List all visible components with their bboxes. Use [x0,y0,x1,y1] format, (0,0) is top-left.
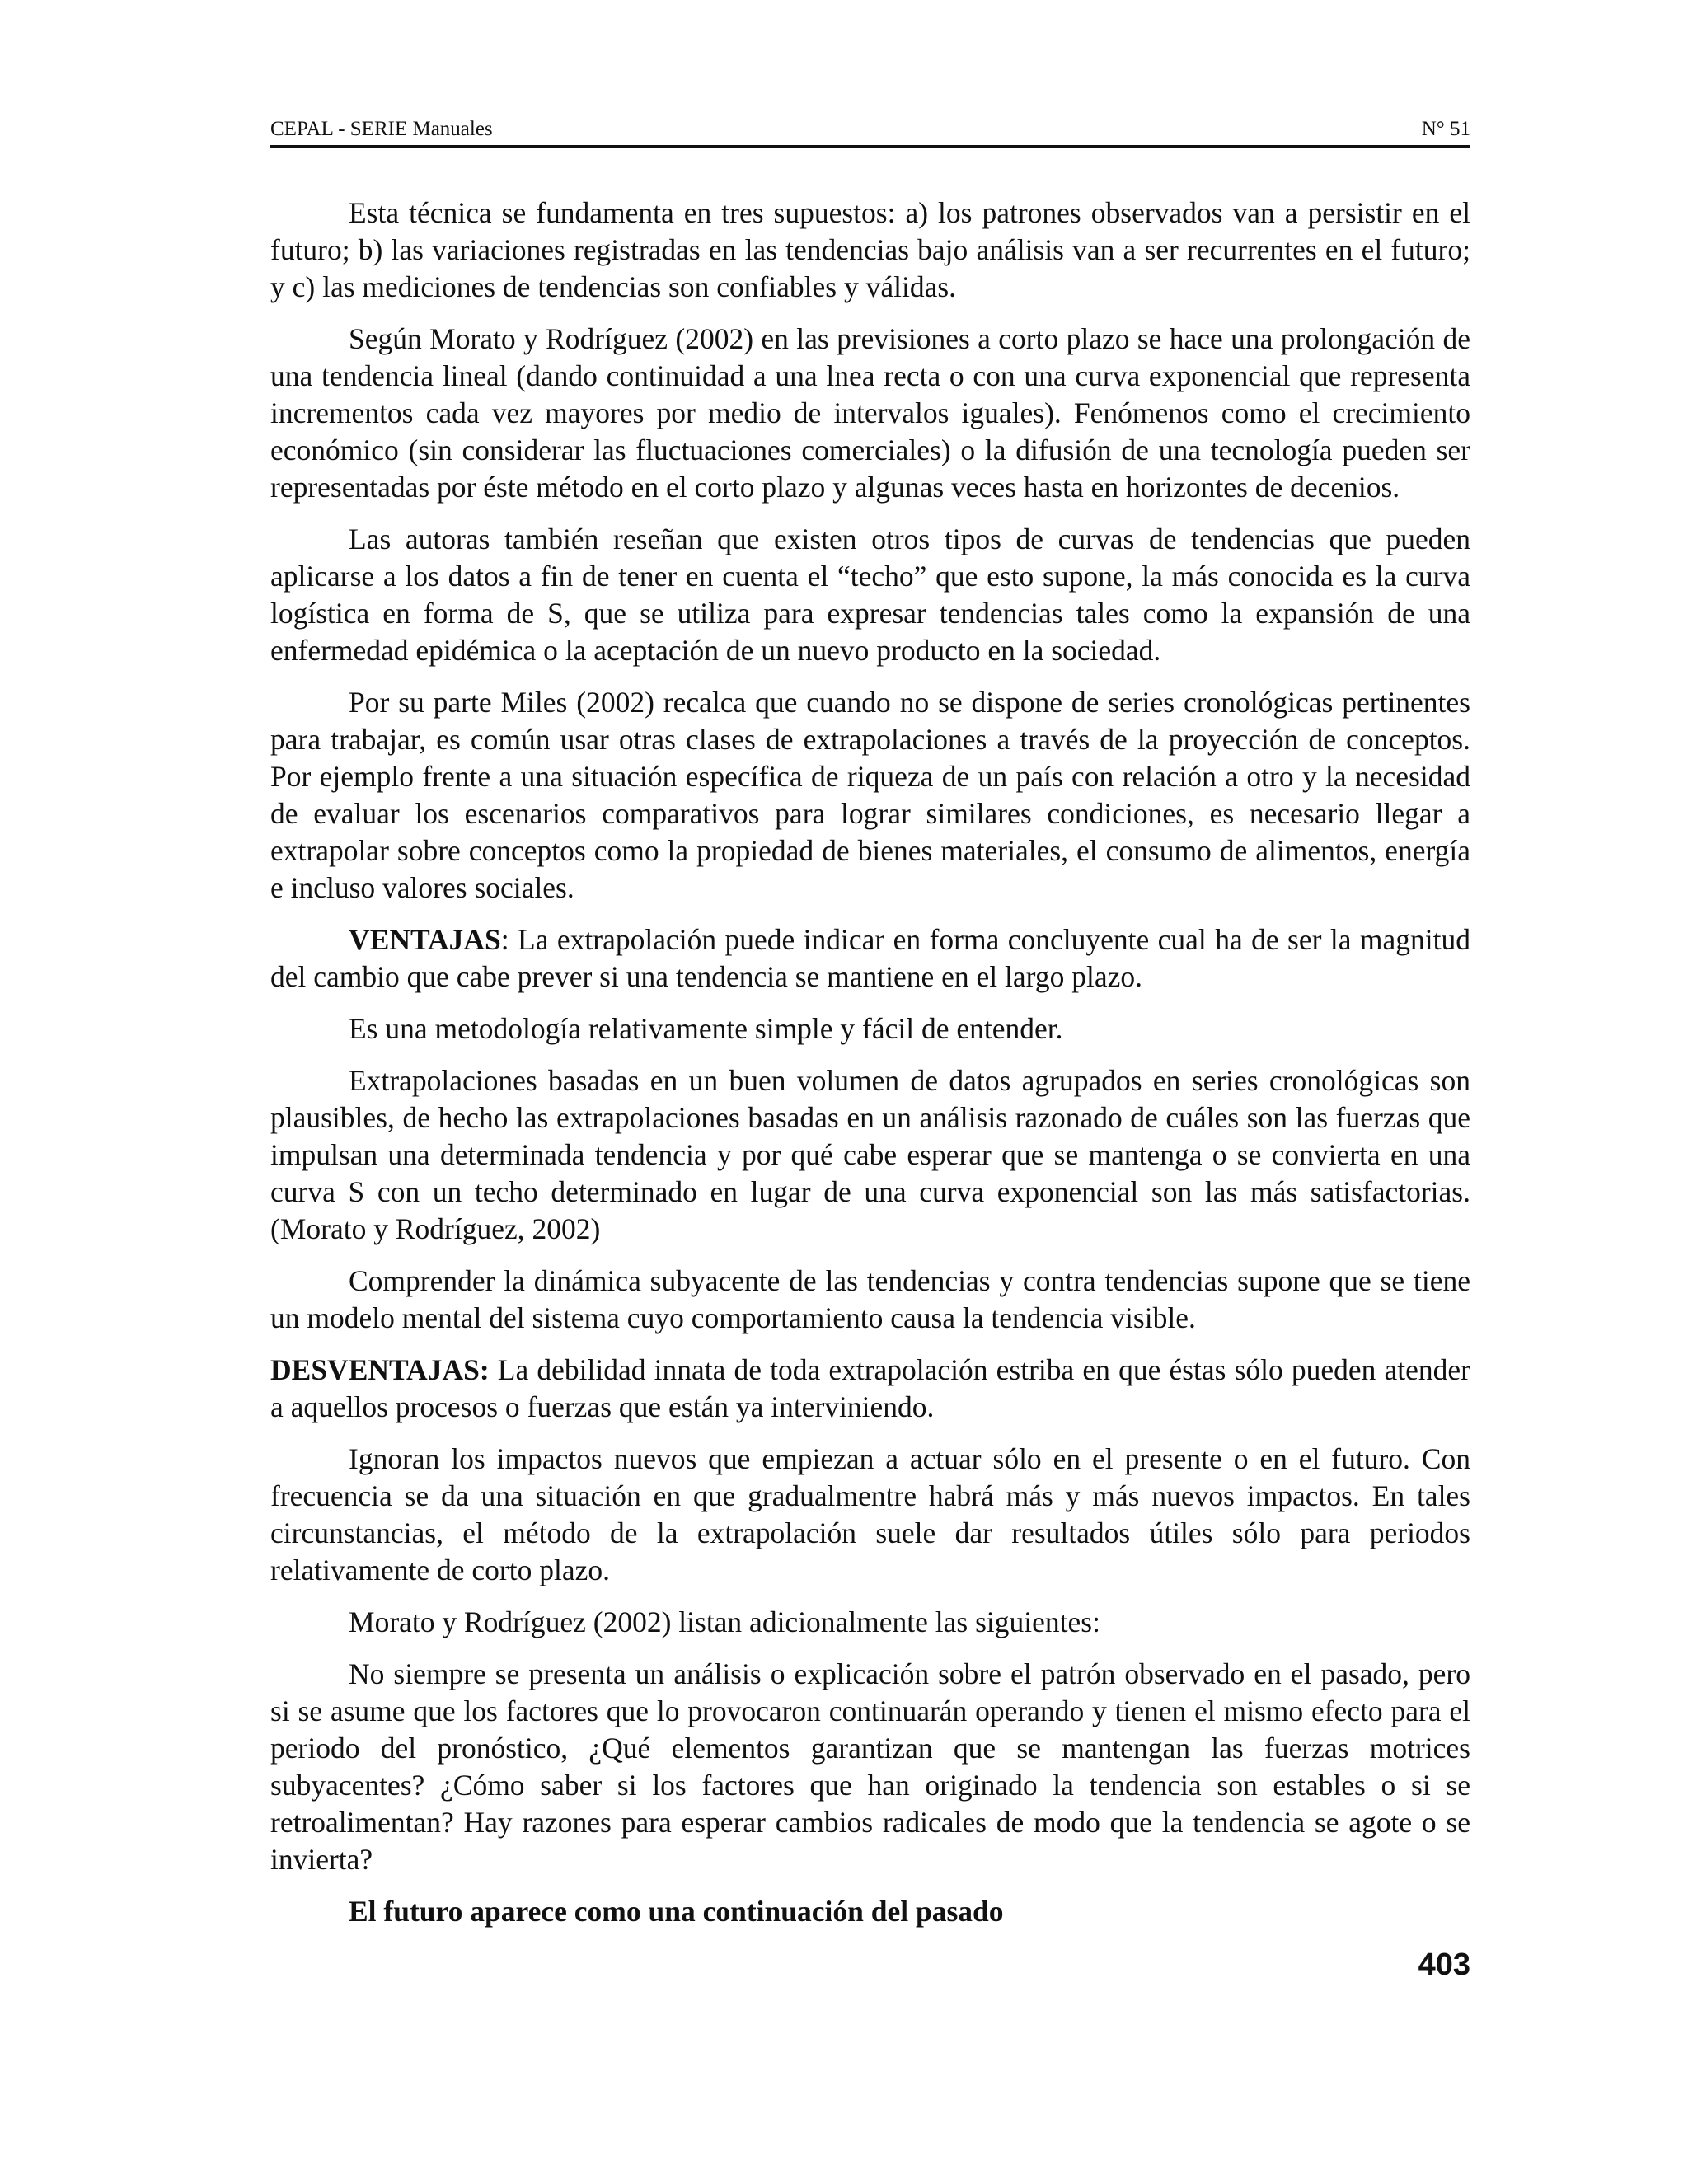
paragraph: Morato y Rodríguez (2002) listan adicionalmente las siguientes: [349,1605,1100,1638]
paragraph: Esta técnica se fundamenta en tres supuestos: a) los patrones observados van a persistir en el futuro; b) las variaciones registradas en las tendencias bajo análisis van a ser recurrentes en el futuro; y c) las mediciones de tendencias son confiables y válidas. [270,196,1470,303]
paragraph: Ignoran los impactos nuevos que empiezan a actuar sólo en el presente o en el futuro. Con frecuencia se da una situación en que gradualmentre habrá más y más nuevos impactos. En tales circunstancias, el método de la extrapolación suele dar resultados útiles sólo para periodos relativamente de corto plazo. [270,1442,1470,1586]
page-number: 403 [1418,1947,1470,1982]
paragraph: Las autoras también reseñan que existen otros tipos de curvas de tendencias que pueden aplicarse a los datos a fin de tener en cuenta el “techo” que esto supone, la más conocida es la curva logística en forma de S, que se utiliza para expresar tendencias tales como la expansión de una enfermedad epidémica o la aceptación de un nuevo producto en la sociedad. [270,523,1470,667]
paragraph: Según Morato y Rodríguez (2002) en las previsiones a corto plazo se hace una prolongación de una tendencia lineal (dando continuidad a una lnea recta o con una curva exponencial que representa incrementos cada vez mayores por medio de intervalos iguales). Fenómenos como el crecimiento económico (sin considerar las fluctuaciones comerciales) o la difusión de una tecnología pueden ser representadas por éste método en el corto plazo y algunas veces hasta en horizontes de decenios. [270,322,1470,504]
section-heading: El futuro aparece como una continuación del pasado [349,1895,1004,1928]
series-title: CEPAL - SERIE Manuales [270,118,493,140]
paragraph: Por su parte Miles (2002) recalca que cuando no se dispone de series cronológicas pertinentes para trabajar, es común usar otras clases de extrapolaciones a través de la proyección de conceptos. Por ejemplo frente a una situación específica de riqueza de un país con relación a otro y la necesidad de evaluar los escenarios comparativos para lograr similares condiciones, es necesario llegar a extrapolar sobre conceptos como la propiedad de bienes materiales, el consumo de alimentos, energía e incluso valores sociales. [270,686,1470,904]
ventajas-label: VENTAJAS [349,923,501,956]
paragraph: Comprender la dinámica subyacente de las tendencias y contra tendencias supone que se tiene un modelo mental del sistema cuyo comportamiento causa la tendencia visible. [270,1264,1470,1334]
paragraph: No siempre se presenta un análisis o explicación sobre el patrón observado en el pasado, pero si se asume que los factores que lo provocaron continuarán operando y tienen el mismo efecto para el periodo del pronóstico, ¿Qué elementos garantizan que se mantengan las fuerzas motrices subyacentes? ¿Cómo saber si los factores que han originado la tendencia son estables o si se retroalimentan? Hay razones para esperar cambios radicales de modo que la tendencia se agote o se invierta? [270,1657,1470,1876]
body-text [270,194,1470,1945]
paragraph: Es una metodología relativamente simple y fácil de entender. [349,1012,1063,1045]
desventajas-label: DESVENTAJAS: [270,1353,490,1386]
desventajas-paragraph [270,1352,1470,1426]
paragraph: Extrapolaciones basadas en un buen volumen de datos agrupados en series cronológicas son plausibles, de hecho las extrapolaciones basadas en un análisis razonado de cuáles son las fuerzas que impulsan una determinada tendencia y por qué cabe esperar que se mantenga o se convierta en una curva S con un techo determinado en lugar de una curva exponencial son las más satisfactorias. (Morato y Rodríguez, 2002) [270,1064,1470,1245]
ventajas-text: : La extrapolación puede indicar en forma concluyente cual ha de ser la magnitud del cambio que cabe prever si una tendencia se mantiene en el largo plazo. [270,923,1470,993]
document-page [270,0,1470,2184]
desventajas-text: La debilidad innata de toda extrapolación estriba en que éstas sólo pueden atender a aquellos procesos o fuerzas que están ya interviniendo. [270,1353,1470,1423]
ventajas-paragraph [270,921,1470,996]
issue-number: N° 51 [1421,118,1470,140]
running-header [270,117,1470,148]
